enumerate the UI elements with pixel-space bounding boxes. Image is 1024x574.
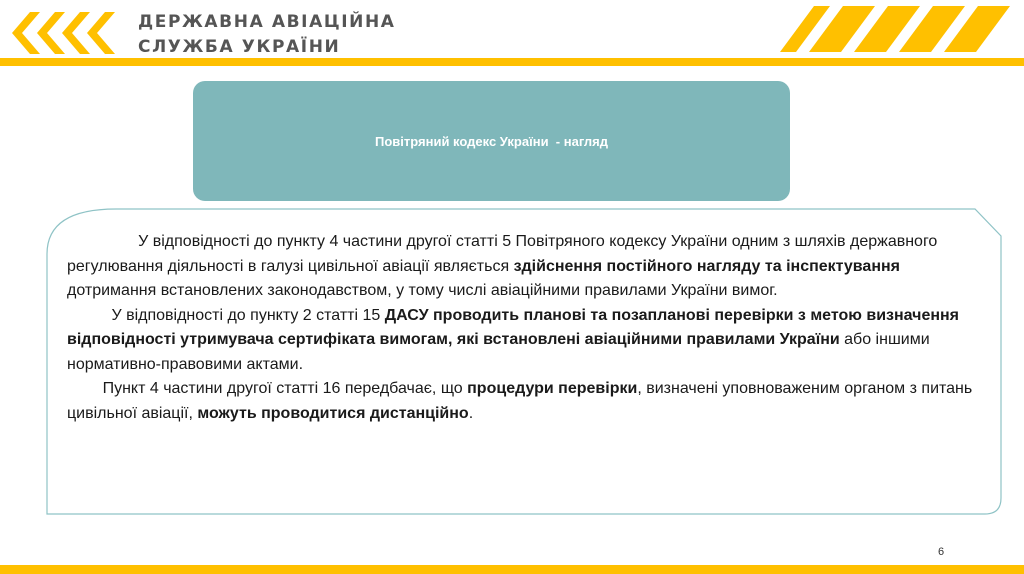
content-body xyxy=(67,230,977,426)
paragraph-indent xyxy=(67,307,111,324)
content-paragraph xyxy=(67,304,977,378)
content-paragraph xyxy=(67,377,977,426)
emphasized-text: здійснення постійного нагляду та інспектування xyxy=(513,257,900,275)
emphasized-text: ДАСУ проводить планові та позапланові перевірки з метою визначення відповідності утримувача сертифіката вимогам, які встановлені авіаційними правилами України xyxy=(67,306,959,348)
paragraph-text: У відповідності до пункту 2 статті 15 xyxy=(111,306,385,324)
page-number: 6 xyxy=(938,546,945,558)
paragraph-indent xyxy=(67,380,103,397)
paragraph-text: дотримання встановлених законодавством, у тому числі авіаційними правилами України вимог. xyxy=(67,282,778,299)
organization-name-line2: СЛУЖБА УКРАЇНИ xyxy=(138,37,341,57)
paragraph-text: Пункт 4 частини другої статті 16 передбачає, що xyxy=(102,380,468,397)
paragraph-text: У відповідності до пункту 4 частини другої статті 5 Повітряного кодексу України одним з шляхів державного регулювання діяльності в галузі цивільної авіації являється xyxy=(67,233,938,275)
paragraph-text: або іншими нормативно-правовими актами. xyxy=(67,331,930,373)
paragraph-indent xyxy=(67,233,138,250)
footer-accent-line xyxy=(0,565,1024,574)
emphasized-text: процедури перевірки xyxy=(467,380,638,397)
slide-title: Повітряний кодекс України - нагляд xyxy=(374,133,609,149)
emphasized-text: можуть проводитися дистанційно xyxy=(197,404,469,422)
paragraph-text: . xyxy=(468,404,474,422)
organization-name-line1: ДЕРЖАВНА АВІАЦІЙНА xyxy=(138,12,396,32)
content-paragraph xyxy=(67,230,977,304)
paragraph-text: , визначені уповноваженим органом з питань цивільної авіації, xyxy=(67,380,973,422)
